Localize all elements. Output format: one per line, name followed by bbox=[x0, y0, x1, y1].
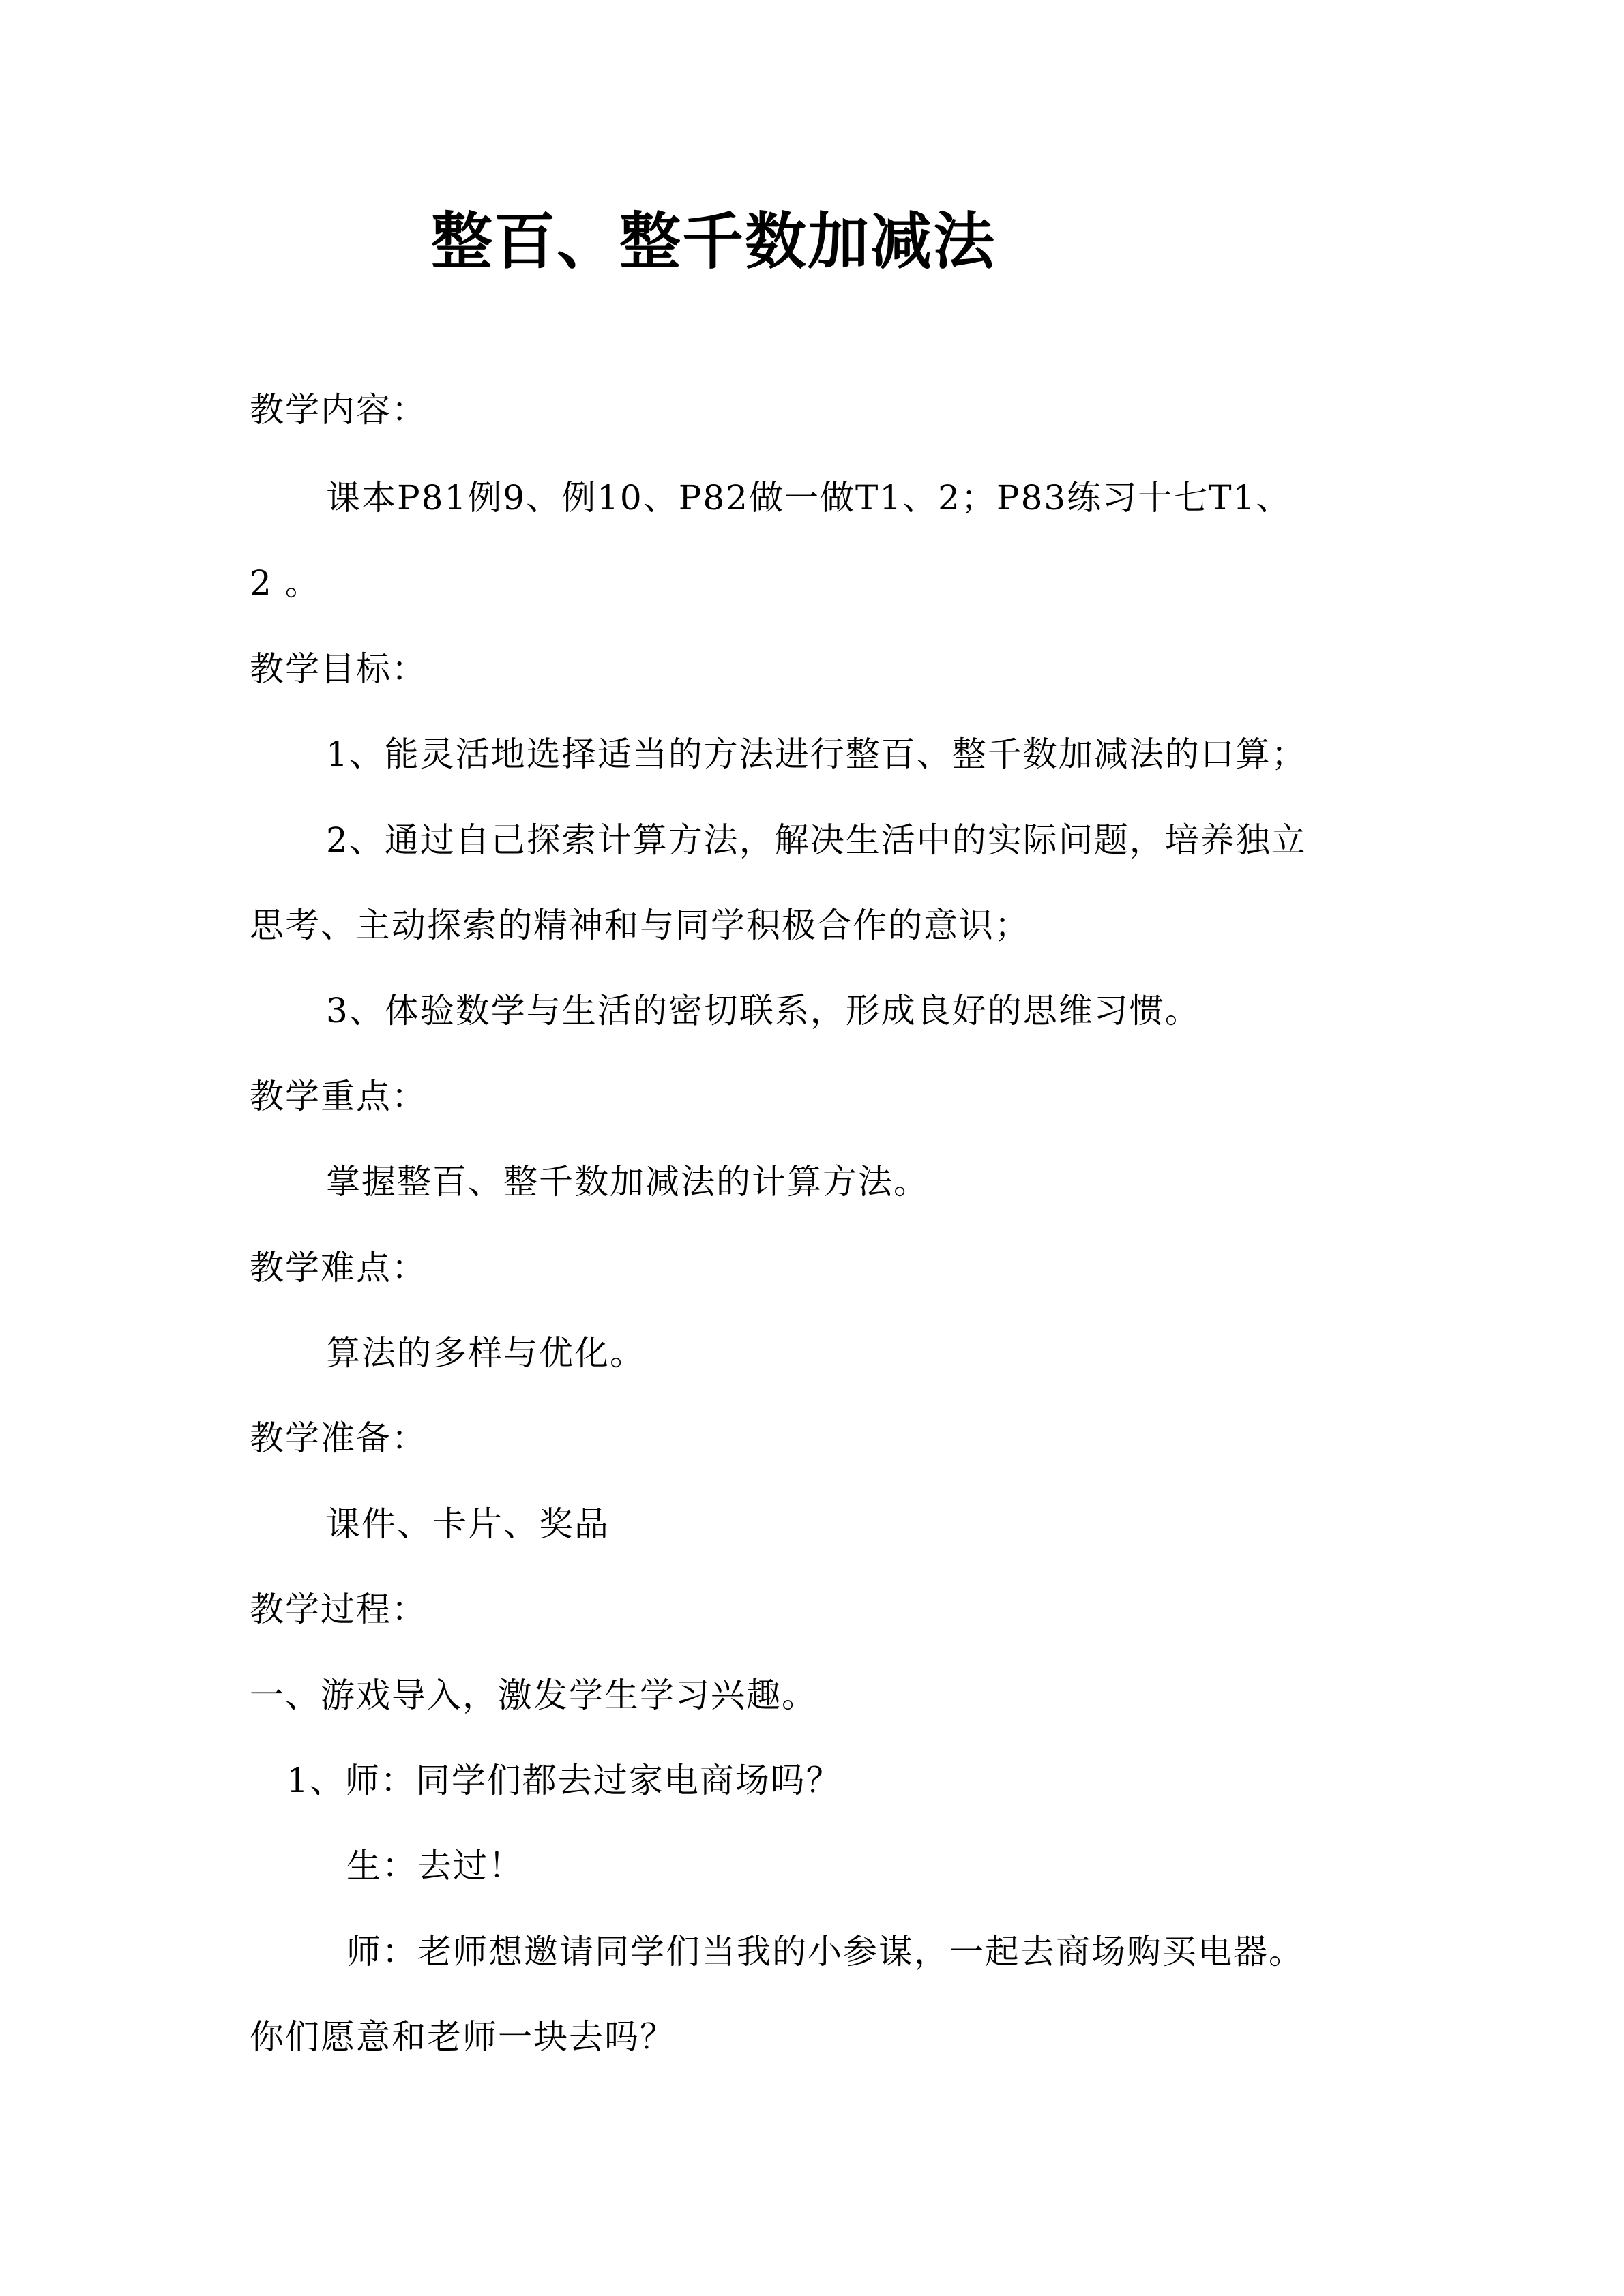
section-heading-objectives: 教学目标： bbox=[250, 649, 427, 689]
section-heading-content: 教学内容： bbox=[250, 390, 427, 430]
paragraph-line: 2、通过自己探索计算方法，解决生活中的实际问题，培养独立 bbox=[326, 820, 1307, 860]
section-heading-difficulties: 教学难点： bbox=[250, 1248, 427, 1287]
document-title: 整百、整千数加减法 bbox=[431, 206, 996, 278]
paragraph-line: 生：去过！ bbox=[346, 1846, 524, 1885]
paragraph-line: 思考、主动探索的精神和与同学积极合作的意识； bbox=[250, 906, 1030, 945]
subsection-heading: 一、游戏导入，激发学生学习兴趣。 bbox=[250, 1675, 817, 1715]
section-heading-process: 教学过程： bbox=[250, 1590, 427, 1629]
paragraph-line: 你们愿意和老师一块去吗？ bbox=[250, 2017, 675, 2057]
paragraph-line: 掌握整百、整千数加减法的计算方法。 bbox=[326, 1162, 929, 1202]
paragraph-line: 算法的多样与优化。 bbox=[326, 1333, 645, 1373]
section-heading-key-points: 教学重点： bbox=[250, 1077, 427, 1116]
paragraph-line: 课本P81例9、例10、P82做一做T1、2；P83练习十七T1、 bbox=[326, 478, 1292, 518]
paragraph-line: 课件、卡片、奖品 bbox=[326, 1504, 610, 1544]
paragraph-line: 3、体验数学与生活的密切联系，形成良好的思维习惯。 bbox=[326, 991, 1200, 1030]
paragraph-line: 2 。 bbox=[250, 563, 321, 603]
paragraph-line: 1、能灵活地选择适当的方法进行整百、整千数加减法的口算； bbox=[326, 734, 1307, 774]
paragraph-line: 师：老师想邀请同学们当我的小参谋，一起去商场购买电器。 bbox=[346, 1932, 1304, 1971]
section-heading-preparation: 教学准备： bbox=[250, 1418, 427, 1458]
paragraph-line: 1、师：同学们都去过家电商场吗？ bbox=[286, 1761, 842, 1800]
